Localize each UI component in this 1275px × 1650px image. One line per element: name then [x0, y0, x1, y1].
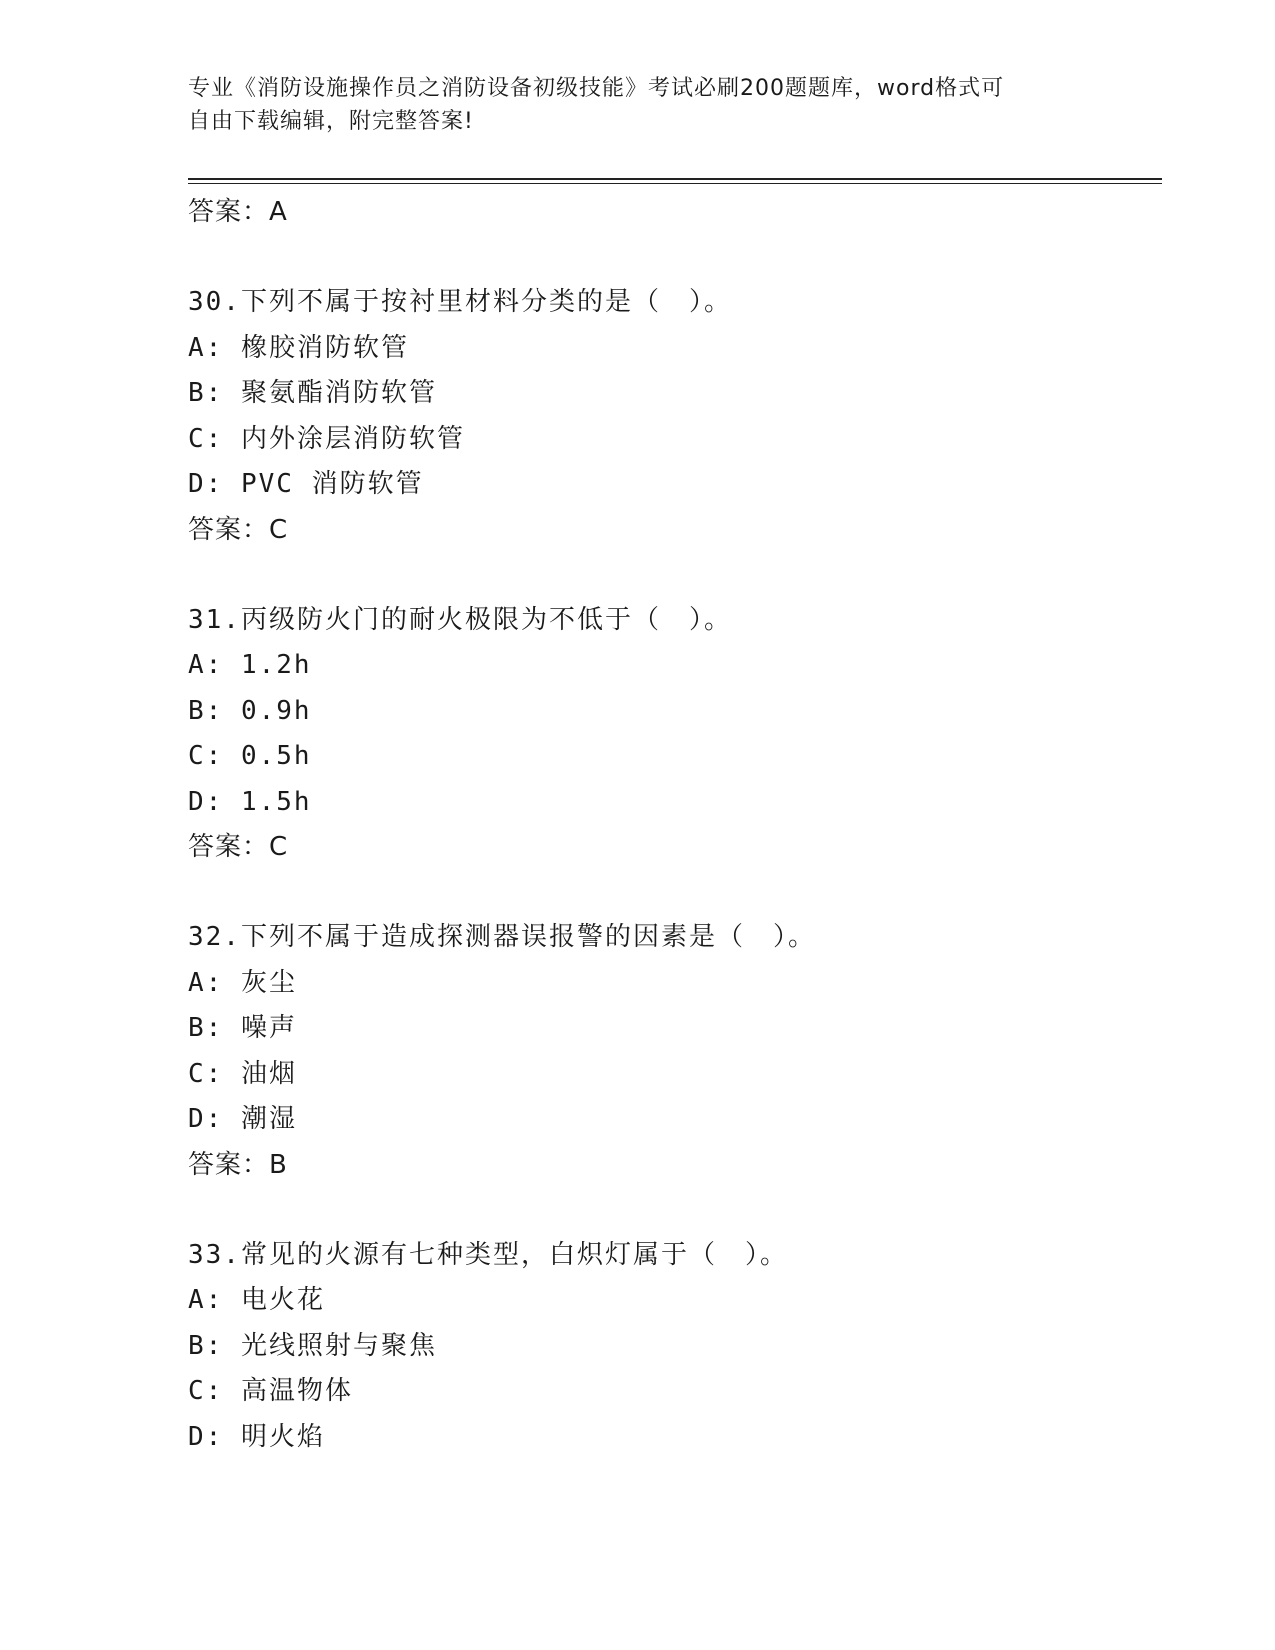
option-c: C: 油烟 [188, 1058, 297, 1089]
question-item-32 [188, 915, 1148, 1187]
header-line-1: 专业《消防设施操作员之消防设备初级技能》考试必刷200题题库，word格式可 [188, 76, 1005, 101]
question-title: 30.下列不属于按衬里材料分类的是（ ）。 [188, 287, 732, 317]
question-item-30 [188, 280, 1148, 552]
header-line-2: 自由下载编辑，附完整答案! [188, 109, 474, 134]
option-d: D: 潮湿 [188, 1104, 297, 1134]
option-d: D: 明火焰 [188, 1421, 325, 1452]
option-a: A: 电火花 [188, 1285, 325, 1315]
question-title: 32.下列不属于造成探测器误报警的因素是（ ）。 [188, 922, 816, 952]
option-a: A: 灰尘 [188, 967, 297, 998]
option-c: C: 内外涂层消防软管 [188, 423, 465, 454]
option-d: D: 1.5h [188, 786, 312, 817]
option-d: D: PVC 消防软管 [188, 469, 424, 499]
question-title: 33.常见的火源有七种类型，白炽灯属于（ ）。 [188, 1239, 788, 1270]
question-list [188, 190, 1148, 1460]
option-c: C: 0.5h [188, 741, 312, 771]
option-b: B: 噪声 [188, 1013, 297, 1043]
question-item-31 [188, 598, 1148, 870]
document-header [188, 72, 1068, 138]
question-item-33 [188, 1233, 1148, 1461]
option-b: B: 光线照射与聚焦 [188, 1330, 437, 1361]
answer-line: 答案：B [188, 1149, 288, 1180]
option-a: A: 1.2h [188, 650, 312, 680]
header-divider-thick [188, 178, 1162, 180]
header-divider-thin [188, 183, 1162, 184]
question-title: 31.丙级防火门的耐火极限为不低于（ ）。 [188, 604, 732, 635]
answer-line: 答案：C [188, 832, 289, 862]
option-b: B: 0.9h [188, 695, 312, 726]
answer-line: 答案：A [188, 197, 288, 227]
option-a: A: 橡胶消防软管 [188, 332, 409, 363]
answer-line: 答案：C [188, 514, 289, 545]
option-c: C: 高温物体 [188, 1376, 353, 1406]
option-b: B: 聚氨酯消防软管 [188, 378, 437, 408]
